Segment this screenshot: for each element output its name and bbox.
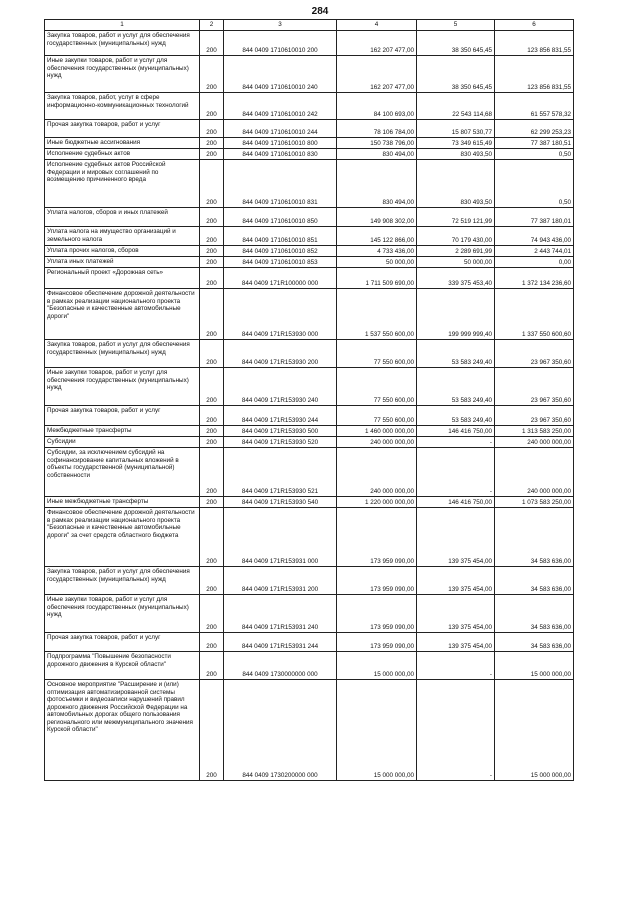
table-row [45,56,574,93]
row-value-col6: 0,50 [495,160,574,208]
row-value-col4: 173 959 090,00 [337,595,417,633]
row-vr-cell: 200 [200,149,224,160]
row-code-cell: 844 0409 171R153930 244 [224,406,337,426]
table-row [45,680,574,781]
row-value-col5: 2 289 691,99 [417,246,495,257]
row-value-col6: 23 967 350,60 [495,368,574,406]
row-value-col4: 84 100 693,00 [337,93,417,120]
row-value-col6: 2 443 744,01 [495,246,574,257]
table-row [45,652,574,680]
row-value-col5: - [417,448,495,497]
table-row [45,268,574,289]
column-header: 3 [224,20,337,31]
table-row [45,208,574,227]
row-name-cell: Финансовое обеспечение дорожной деятельности в рамках реализации национального проекта "Безопасные и качественные автомобильные дороги" [45,289,200,340]
row-value-col6: 240 000 000,00 [495,437,574,448]
row-value-col5: 53 583 249,40 [417,368,495,406]
row-value-col6: 1 372 134 236,60 [495,268,574,289]
row-value-col6: 1 313 583 250,00 [495,426,574,437]
table-row [45,289,574,340]
row-code-cell: 844 0409 171R153930 520 [224,437,337,448]
row-value-col5: 72 519 121,99 [417,208,495,227]
row-value-col6: 123 856 831,55 [495,56,574,93]
table-row [45,160,574,208]
budget-table [44,19,574,781]
table-row [45,138,574,149]
table-row [45,227,574,246]
row-vr-cell: 200 [200,633,224,652]
row-code-cell: 844 0409 171R153931 244 [224,633,337,652]
row-value-col4: 1 711 509 690,00 [337,268,417,289]
row-value-col5: 139 375 454,00 [417,595,495,633]
row-code-cell: 844 0409 1710610010 853 [224,257,337,268]
row-vr-cell: 200 [200,56,224,93]
row-vr-cell: 200 [200,160,224,208]
row-code-cell: 844 0409 1710610010 830 [224,149,337,160]
table-row [45,149,574,160]
table-header-row [45,20,574,31]
table-body [45,31,574,781]
row-vr-cell: 200 [200,31,224,56]
row-vr-cell: 200 [200,340,224,368]
table-row [45,437,574,448]
row-vr-cell: 200 [200,448,224,497]
row-vr-cell: 200 [200,93,224,120]
row-vr-cell: 200 [200,208,224,227]
row-value-col5: 70 179 430,00 [417,227,495,246]
row-value-col5: 38 350 645,45 [417,31,495,56]
column-header: 5 [417,20,495,31]
row-vr-cell: 200 [200,289,224,340]
row-vr-cell: 200 [200,437,224,448]
row-code-cell: 844 0409 171R153930 540 [224,497,337,508]
row-name-cell: Финансовое обеспечение дорожной деятельности в рамках реализации национального проекта "Безопасные и качественные автомобильные дороги" за счет средств областного бюджета [45,508,200,567]
row-value-col4: 77 550 600,00 [337,368,417,406]
row-name-cell: Уплата налога на имущество организаций и земельного налога [45,227,200,246]
row-name-cell: Межбюджетные трансферты [45,426,200,437]
row-value-col6: 1 073 583 250,00 [495,497,574,508]
row-value-col4: 50 000,00 [337,257,417,268]
table-row [45,497,574,508]
row-value-col5: 53 583 249,40 [417,340,495,368]
table-row [45,508,574,567]
row-name-cell: Уплата иных платежей [45,257,200,268]
row-value-col5: 73 349 615,49 [417,138,495,149]
column-header: 2 [200,20,224,31]
row-value-col5: 339 375 453,40 [417,268,495,289]
row-vr-cell: 200 [200,268,224,289]
row-code-cell: 844 0409 171R153931 240 [224,595,337,633]
row-code-cell: 844 0409 1730000000 000 [224,652,337,680]
row-vr-cell: 200 [200,497,224,508]
column-header: 4 [337,20,417,31]
row-value-col5: 830 493,50 [417,149,495,160]
row-value-col5: 146 416 750,00 [417,497,495,508]
row-code-cell: 844 0409 1730200000 000 [224,680,337,781]
row-value-col6: 240 000 000,00 [495,448,574,497]
row-code-cell: 844 0409 171R153930 500 [224,426,337,437]
row-value-col5: 139 375 454,00 [417,567,495,595]
row-name-cell: Иные закупки товаров, работ и услуг для обеспечения государственных (муниципальных) нужд [45,368,200,406]
row-value-col6: 34 583 636,00 [495,633,574,652]
row-vr-cell: 200 [200,567,224,595]
row-value-col4: 162 207 477,00 [337,56,417,93]
row-name-cell: Закупка товаров, работ, услуг в сфере информационно-коммуникационных технологий [45,93,200,120]
row-value-col5: - [417,437,495,448]
table-row [45,257,574,268]
row-value-col4: 240 000 000,00 [337,448,417,497]
row-value-col4: 78 106 784,00 [337,120,417,138]
row-name-cell: Прочая закупка товаров, работ и услуг [45,406,200,426]
row-value-col4: 240 000 000,00 [337,437,417,448]
row-value-col4: 830 494,00 [337,149,417,160]
row-vr-cell: 200 [200,120,224,138]
column-header: 1 [45,20,200,31]
row-vr-cell: 200 [200,246,224,257]
row-value-col6: 0,50 [495,149,574,160]
table-row [45,406,574,426]
row-value-col6: 61 557 578,32 [495,93,574,120]
row-name-cell: Субсидии [45,437,200,448]
row-vr-cell: 200 [200,595,224,633]
row-vr-cell: 200 [200,406,224,426]
row-code-cell: 844 0409 171R153930 200 [224,340,337,368]
row-code-cell: 844 0409 1710610010 200 [224,31,337,56]
row-value-col6: 123 856 831,55 [495,31,574,56]
row-code-cell: 844 0409 171R153930 240 [224,368,337,406]
row-value-col5: 22 543 114,68 [417,93,495,120]
page-number: 284 [311,6,329,17]
row-value-col5: 139 375 454,00 [417,508,495,567]
table-row [45,567,574,595]
row-vr-cell: 200 [200,138,224,149]
row-code-cell: 844 0409 1710610010 831 [224,160,337,208]
row-code-cell: 844 0409 171R153931 000 [224,508,337,567]
row-value-col5: - [417,652,495,680]
row-value-col4: 173 959 090,00 [337,567,417,595]
table-row [45,448,574,497]
row-code-cell: 844 0409 1710610010 244 [224,120,337,138]
row-name-cell: Закупка товаров, работ и услуг для обеспечения государственных (муниципальных) нужд [45,567,200,595]
row-name-cell: Иные закупки товаров, работ и услуг для обеспечения государственных (муниципальных) нужд [45,56,200,93]
row-value-col5: 15 807 530,77 [417,120,495,138]
table-row [45,31,574,56]
table-row [45,426,574,437]
row-value-col4: 162 207 477,00 [337,31,417,56]
row-name-cell: Основное мероприятие "Расширение и (или) оптимизация автоматизированной системы фотосъемки и видеозаписи нарушений правил дорожного движения Российской Федерации на автомобильных дорогах общего пользования регионального или межмуниципального значения Курской области" [45,680,200,781]
table-row [45,633,574,652]
row-code-cell: 844 0409 1710610010 851 [224,227,337,246]
row-value-col6: 34 583 636,00 [495,567,574,595]
row-name-cell: Иные межбюджетные трансферты [45,497,200,508]
row-value-col6: 62 299 253,23 [495,120,574,138]
row-value-col5: 38 350 645,45 [417,56,495,93]
row-name-cell: Закупка товаров, работ и услуг для обеспечения государственных (муниципальных) нужд [45,340,200,368]
row-name-cell: Закупка товаров, работ и услуг для обеспечения государственных (муниципальных) нужд [45,31,200,56]
row-name-cell: Уплата налогов, сборов и иных платежей [45,208,200,227]
row-vr-cell: 200 [200,426,224,437]
table-row [45,595,574,633]
row-value-col6: 23 967 350,60 [495,406,574,426]
row-name-cell: Иные бюджетные ассигнования [45,138,200,149]
row-value-col4: 77 550 600,00 [337,340,417,368]
row-value-col4: 173 959 090,00 [337,508,417,567]
row-value-col5: 53 583 249,40 [417,406,495,426]
row-value-col5: - [417,680,495,781]
row-name-cell: Иные закупки товаров, работ и услуг для обеспечения государственных (муниципальных) нужд [45,595,200,633]
row-code-cell: 844 0409 171R153930 521 [224,448,337,497]
row-value-col4: 1 537 550 600,00 [337,289,417,340]
row-value-col5: 146 416 750,00 [417,426,495,437]
row-value-col6: 23 967 350,60 [495,340,574,368]
row-name-cell: Прочая закупка товаров, работ и услуг [45,633,200,652]
row-code-cell: 844 0409 171R153931 200 [224,567,337,595]
table-row [45,120,574,138]
row-vr-cell: 200 [200,227,224,246]
row-value-col4: 77 550 600,00 [337,406,417,426]
row-value-col5: 830 493,50 [417,160,495,208]
table-row [45,368,574,406]
table-row [45,246,574,257]
row-value-col6: 77 387 180,51 [495,138,574,149]
row-name-cell: Исполнение судебных актов Российской Федерации и мировых соглашений по возмещению причиненного вреда [45,160,200,208]
row-value-col5: 50 000,00 [417,257,495,268]
row-value-col5: 199 999 999,40 [417,289,495,340]
row-code-cell: 844 0409 1710610010 800 [224,138,337,149]
row-value-col4: 173 959 090,00 [337,633,417,652]
row-name-cell: Исполнение судебных актов [45,149,200,160]
row-name-cell: Субсидии, за исключением субсидий на софинансирование капитальных вложений в объекты государственной (муниципальной) собственности [45,448,200,497]
row-value-col4: 1 460 000 000,00 [337,426,417,437]
row-value-col6: 1 337 550 600,60 [495,289,574,340]
row-code-cell: 844 0409 171R153930 000 [224,289,337,340]
column-header: 6 [495,20,574,31]
row-value-col4: 149 908 302,00 [337,208,417,227]
row-value-col5: 139 375 454,00 [417,633,495,652]
row-name-cell: Подпрограмма "Повышение безопасности дорожного движения в Курской области" [45,652,200,680]
row-value-col6: 74 943 436,00 [495,227,574,246]
row-value-col6: 34 583 636,00 [495,508,574,567]
row-code-cell: 844 0409 1710610010 240 [224,56,337,93]
table-row [45,93,574,120]
row-vr-cell: 200 [200,368,224,406]
row-name-cell: Уплата прочих налогов, сборов [45,246,200,257]
table-row [45,340,574,368]
row-name-cell: Региональный проект «Дорожная сеть» [45,268,200,289]
row-value-col4: 15 000 000,00 [337,680,417,781]
row-name-cell: Прочая закупка товаров, работ и услуг [45,120,200,138]
row-code-cell: 844 0409 1710610010 852 [224,246,337,257]
row-value-col4: 830 494,00 [337,160,417,208]
row-value-col4: 145 122 866,00 [337,227,417,246]
row-value-col4: 15 000 000,00 [337,652,417,680]
row-value-col4: 4 733 436,00 [337,246,417,257]
row-value-col6: 15 000 000,00 [495,680,574,781]
row-vr-cell: 200 [200,652,224,680]
row-code-cell: 844 0409 171R100000 000 [224,268,337,289]
row-vr-cell: 200 [200,508,224,567]
row-value-col4: 1 220 000 000,00 [337,497,417,508]
row-code-cell: 844 0409 1710610010 850 [224,208,337,227]
row-value-col4: 150 738 796,00 [337,138,417,149]
row-value-col6: 34 583 636,00 [495,595,574,633]
row-value-col6: 15 000 000,00 [495,652,574,680]
row-value-col6: 77 387 180,01 [495,208,574,227]
row-vr-cell: 200 [200,257,224,268]
row-vr-cell: 200 [200,680,224,781]
row-value-col6: 0,00 [495,257,574,268]
row-code-cell: 844 0409 1710610010 242 [224,93,337,120]
